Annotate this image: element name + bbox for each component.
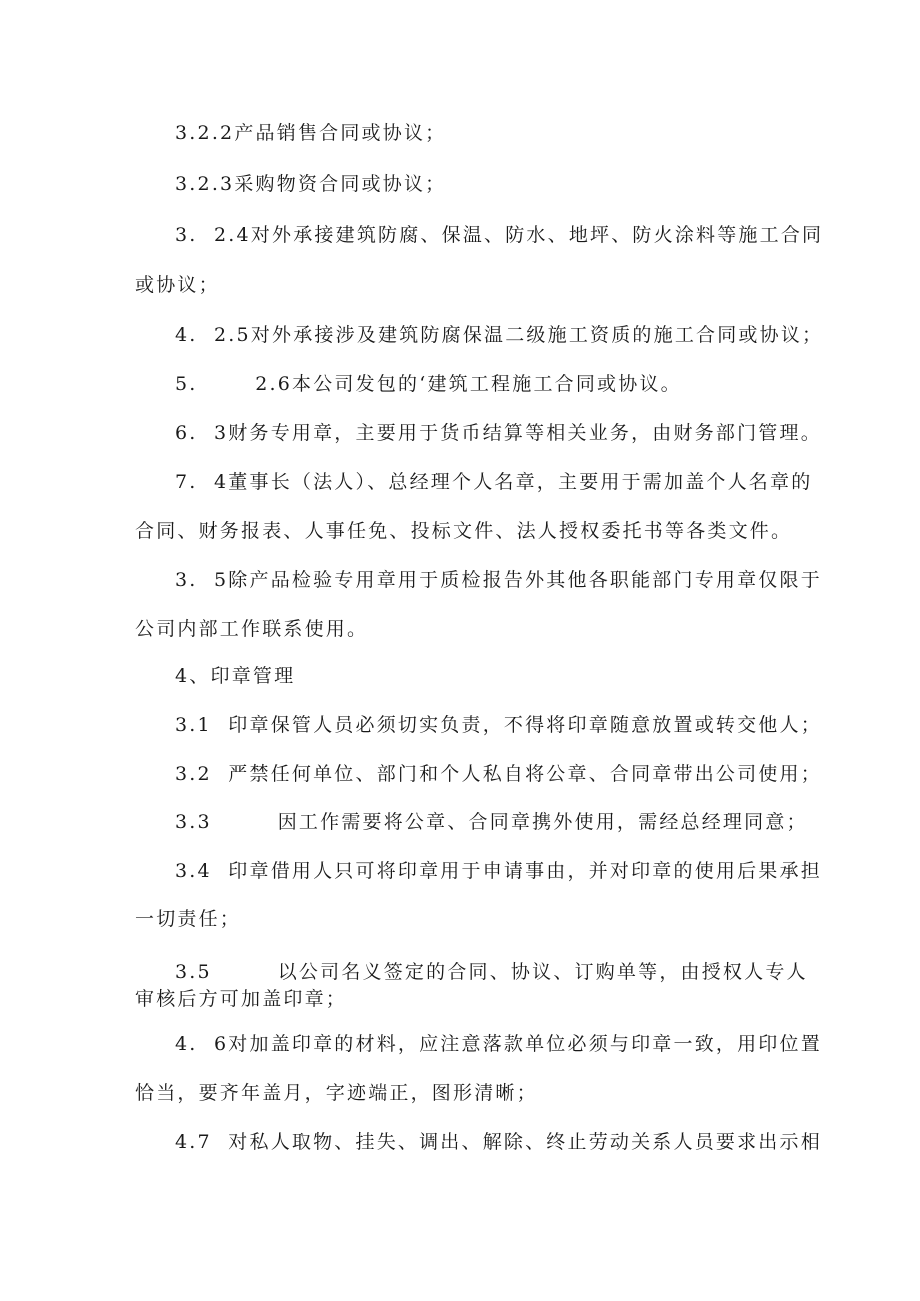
text-line-3-5: 3.5 以公司名义签定的合同、协议、订购单等，由授权人专人 — [175, 961, 808, 983]
text-line-3-4-cont: 一切责任； — [135, 908, 242, 930]
text-line-3-2: 3.2 严禁任何单位、部门和个人私自将公章、合同章带出公司使用； — [175, 763, 822, 785]
section-heading-seal-management: 4、印章管理 — [175, 665, 296, 687]
text-line-3-2-4: 3. 2.4对外承接建筑防腐、保温、防水、地坪、防火涂料等施工合同 — [175, 224, 824, 246]
text-line-2-5: 4. 2.5对外承接涉及建筑防腐保温二级施工资质的施工合同或协议； — [175, 324, 824, 346]
text-line-3-2-3: 3.2.3采购物资合同或协议； — [175, 173, 447, 195]
text-line-3-1: 3.1 印章保管人员必须切实负责，不得将印章随意放置或转交他人； — [175, 714, 822, 736]
text-line-personal-seal: 7. 4董事长（法人）、总经理个人名章，主要用于需加盖个人名章的 — [175, 471, 813, 493]
text-line-2-6: 5. 2.6本公司发包的‘建筑工程施工合同或协议。 — [175, 373, 682, 395]
text-line-finance-seal: 6. 3财务专用章，主要用于货币结算等相关业务，由财务部门管理。 — [175, 422, 822, 444]
text-line-3-5-cont: 审核后方可加盖印章； — [135, 988, 348, 1010]
text-line-4-6-cont: 恰当，要齐年盖月，字迹端正，图形清晰； — [135, 1082, 538, 1104]
text-line-4-6: 4. 6对加盖印章的材料，应注意落款单位必须与印章一致，用印位置 — [175, 1033, 822, 1055]
text-line-3-2-4-cont: 或协议； — [135, 274, 220, 296]
text-line-3-4: 3.4 印章借用人只可将印章用于申请事由，并对印章的使用后果承担 — [175, 860, 822, 882]
text-line-3-3: 3.3 因工作需要将公章、合同章携外使用，需经总经理同意； — [175, 811, 808, 833]
text-line-4-7: 4.7 对私人取物、挂失、调出、解除、终止劳动关系人员要求出示相 — [175, 1131, 822, 1153]
text-line-dept-seal-cont: 公司内部工作联系使用。 — [135, 618, 369, 640]
text-line-personal-seal-cont: 合同、财务报表、人事任免、投标文件、法人授权委托书等各类文件。 — [135, 520, 793, 542]
text-line-dept-seal: 3. 5除产品检验专用章用于质检报告外其他各职能部门专用章仅限于 — [175, 569, 822, 591]
text-line-3-2-2: 3.2.2产品销售合同或协议； — [175, 122, 447, 144]
